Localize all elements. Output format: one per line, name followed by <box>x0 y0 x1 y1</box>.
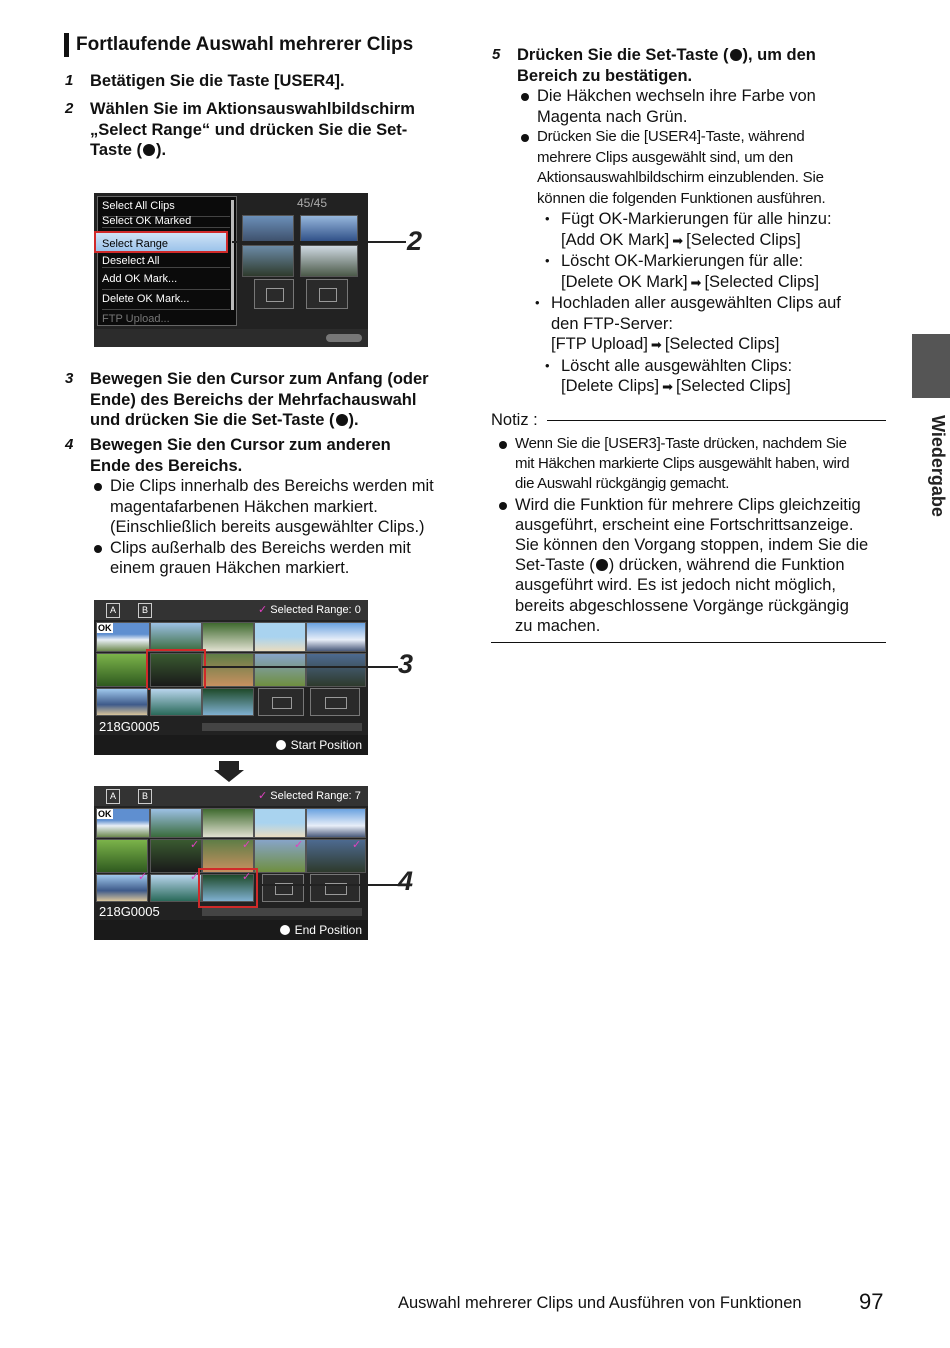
bullet-line: mit Häkchen markierte Clips ausgewählt haben, wird <box>515 455 850 473</box>
sub-line: [FTP Upload] <box>551 335 648 353</box>
sub-line: • Löscht alle ausgewählten Clips: <box>561 356 793 375</box>
sub-item <box>537 356 897 398</box>
sub-line: [Add OK Mark] <box>561 230 670 249</box>
sub-line: • Fügt OK-Markierungen für alle hinzu: <box>561 210 832 228</box>
step-number: 4 <box>65 436 74 453</box>
bullet-item <box>90 476 470 538</box>
arrow-right-icon: ➡ <box>662 379 674 394</box>
step-number: 3 <box>65 370 74 387</box>
page-dots <box>326 334 362 342</box>
menu-item-add-ok-mark[interactable]: Add OK Mark... <box>102 270 230 290</box>
section-title: Fortlaufende Auswahl mehrerer Clips <box>64 33 413 57</box>
check-icon: ✓ <box>242 871 252 883</box>
bullet-line: bereits abgeschlossene Vorgänge rückgängig <box>515 596 849 615</box>
menu-item-ftp-upload[interactable]: FTP Upload... <box>102 313 170 325</box>
bullet-line: die Auswahl rückgängig gemacht. <box>515 475 730 493</box>
position-status: Start Position <box>275 738 362 752</box>
callout-line <box>232 241 406 243</box>
film-clip-icon <box>254 279 294 309</box>
bullet-line: Die Häkchen wechseln ihre Farbe von <box>537 87 816 105</box>
callout-number: 3 <box>398 649 414 679</box>
clip-info-blurred <box>202 723 362 731</box>
ok-mark-badge: OK <box>98 623 112 633</box>
set-button-icon <box>596 559 608 571</box>
position-status: End Position <box>279 923 362 937</box>
step-line: Ende des Bereichs. <box>90 456 243 475</box>
sub-item <box>537 209 897 251</box>
set-button-icon <box>730 49 742 61</box>
status-bar <box>94 735 368 755</box>
slot-b-icon[interactable]: B <box>138 789 152 804</box>
sub-line: [Selected Clips] <box>676 377 791 395</box>
sub-line: • Hochladen aller ausgewählten Clips auf <box>551 294 841 312</box>
bullet-item <box>495 495 890 636</box>
bullet-line: Sie können den Vorgang stoppen, indem Sie die <box>515 536 869 555</box>
slot-a-icon[interactable]: A <box>106 603 120 618</box>
sub-line: [Selected Clips] <box>664 335 780 353</box>
slot-a-icon[interactable]: A <box>106 789 120 804</box>
clip-thumbnail[interactable] <box>254 622 306 652</box>
bullet-line: Die Clips innerhalb des Bereichs werden mit <box>110 477 434 495</box>
step-line: und drücken Sie die Set-Taste ( <box>90 411 335 429</box>
bullet-line: mehrere Clips ausgewählt sind, um den <box>537 148 794 166</box>
bullet-line: zu machen. <box>515 616 601 635</box>
menu-item-delete-ok-mark[interactable]: Delete OK Mark... <box>102 290 230 310</box>
bullet-line: Wird die Funktion für mehrere Clips gleichzeitig <box>515 495 861 514</box>
step-1 <box>65 71 460 92</box>
step-number: 5 <box>492 46 501 63</box>
check-icon: ✓ <box>190 839 200 851</box>
clip-id: 218G0005 <box>99 719 160 734</box>
clip-thumbnail[interactable] <box>306 808 366 838</box>
check-icon: ✓ <box>138 871 148 883</box>
end-position-screenshot <box>94 786 368 940</box>
action-menu-screenshot <box>94 193 368 347</box>
bullet-line: können die folgenden Funktionen ausführen. <box>537 189 826 207</box>
clip-thumbnail[interactable] <box>254 653 306 687</box>
sub-item <box>527 293 897 356</box>
clip-id: 218G0005 <box>99 904 160 919</box>
menu-item-select-ok-marked[interactable]: Select OK Marked <box>102 215 230 228</box>
slot-b-icon[interactable]: B <box>138 603 152 618</box>
clip-thumbnail[interactable] <box>202 653 254 687</box>
clip-thumbnail <box>300 245 358 277</box>
clip-thumbnail[interactable] <box>202 808 254 838</box>
step-number: 1 <box>65 72 74 89</box>
step-3 <box>65 369 470 431</box>
step-line: Bereich zu bestätigen. <box>517 66 693 85</box>
check-icon: ✓ <box>258 790 268 802</box>
ok-mark-badge: OK <box>98 809 112 819</box>
step-line: ). <box>348 411 359 429</box>
step-line: ), um den <box>742 46 816 64</box>
bullet-line: ausgeführt wird. Es ist jedoch nicht möglich, <box>515 576 836 595</box>
selected-range: ✓ Selected Range: 0 <box>258 604 361 616</box>
start-position-screenshot <box>94 600 368 755</box>
selected-range: ✓ Selected Range: 7 <box>258 790 361 802</box>
callout-number: 4 <box>398 866 414 896</box>
bullet-item <box>90 538 470 579</box>
sub-line: • Löscht OK-Markierungen für alle: <box>561 252 804 270</box>
clip-thumbnail[interactable] <box>150 808 202 838</box>
note-bottom-rule <box>491 642 886 643</box>
bullet-line: ) drücken, während die Funktion <box>608 556 845 575</box>
clip-thumbnail[interactable] <box>202 622 254 652</box>
check-icon: ✓ <box>258 604 268 616</box>
film-clip-icon <box>310 688 360 716</box>
clip-tab-bar <box>94 600 368 620</box>
check-icon: ✓ <box>242 839 252 851</box>
sub-line: [Delete Clips] <box>561 377 660 395</box>
film-clip-icon <box>258 688 304 716</box>
bullet-line: (Einschließlich bereits ausgewählter Clips.) <box>110 518 425 536</box>
bullet-line: Clips außerhalb des Bereichs werden mit <box>110 538 411 557</box>
clip-info-blurred <box>202 908 362 916</box>
bullet-line: einem grauen Häkchen markiert. <box>110 559 350 577</box>
film-clip-icon <box>310 874 360 902</box>
step-2 <box>65 99 465 161</box>
step-line: Bewegen Sie den Cursor zum anderen <box>90 436 391 454</box>
step-line: Taste ( <box>90 141 142 159</box>
status-bar <box>94 920 368 940</box>
sub-item <box>537 251 897 293</box>
sub-line: [Selected Clips] <box>686 230 801 249</box>
step-line: „Select Range“ und drücken Sie die Set- <box>90 120 408 139</box>
clip-thumbnail[interactable] <box>96 653 148 687</box>
clip-thumbnail[interactable] <box>96 839 148 873</box>
menu-item-deselect-all[interactable]: Deselect All <box>102 255 230 268</box>
bullet-line: Drücken Sie die [USER4]-Taste, während <box>537 128 805 145</box>
step-line: Wählen Sie im Aktionsauswahlbildschirm <box>90 100 415 118</box>
clip-thumbnail[interactable] <box>150 622 202 652</box>
note-title: Notiz : <box>491 411 538 429</box>
bullet-line: ausgeführt, erscheint eine Fortschrittsanzeige. <box>515 515 854 534</box>
set-button-icon <box>336 414 348 426</box>
step-line: Bewegen Sie den Cursor zum Anfang (oder <box>90 370 429 388</box>
check-icon: ✓ <box>190 871 200 883</box>
clip-counter: 45/45 <box>297 196 328 210</box>
clip-thumbnail <box>242 245 294 277</box>
set-button-icon <box>143 144 155 156</box>
note-top-rule <box>547 420 886 421</box>
clip-thumbnail[interactable] <box>96 688 148 716</box>
arrow-right-icon: ➡ <box>690 274 702 290</box>
set-button-icon <box>276 740 286 750</box>
page-number: 97 <box>859 1289 884 1314</box>
bullet-line: Wenn Sie die [USER3]-Taste drücken, nachdem Sie <box>515 435 847 452</box>
sub-line: [Delete OK Mark] <box>561 272 688 291</box>
menu-item-select-range[interactable]: Select Range <box>94 231 228 253</box>
step-text: Betätigen Sie die Taste [USER4]. <box>90 72 345 90</box>
bullet-line: Set-Taste ( <box>515 556 595 575</box>
bullet-line: Magenta nach Grün. <box>537 107 688 126</box>
sub-line: den FTP-Server: <box>551 314 673 333</box>
clip-thumbnail[interactable] <box>306 653 366 687</box>
bullet-line: magentafarbenen Häkchen markiert. <box>110 497 378 516</box>
set-button-icon <box>280 925 290 935</box>
check-icon: ✓ <box>352 839 362 851</box>
step-4 <box>65 435 470 579</box>
action-menu <box>97 196 237 326</box>
clip-thumbnail <box>300 215 358 243</box>
note-body <box>495 434 890 636</box>
bullet-item <box>517 86 897 127</box>
chapter-tab <box>912 334 950 398</box>
film-clip-icon <box>262 874 304 902</box>
clip-tab-bar <box>94 786 368 806</box>
clip-thumbnail[interactable] <box>306 622 366 652</box>
arrow-right-icon: ➡ <box>672 232 684 248</box>
callout-line <box>258 884 398 886</box>
film-clip-icon <box>306 279 348 309</box>
cursor-frame <box>146 649 206 690</box>
step-line: Drücken Sie die Set-Taste ( <box>517 46 729 64</box>
check-icon: ✓ <box>294 839 304 851</box>
step-line: Ende) des Bereichs der Mehrfachauswahl <box>90 390 417 409</box>
step-5 <box>492 45 897 398</box>
menu-scrollbar[interactable] <box>231 200 234 310</box>
clip-thumbnail[interactable] <box>150 688 202 716</box>
bullet-item <box>495 434 890 495</box>
sub-line: [Selected Clips] <box>704 272 820 291</box>
step-number: 2 <box>65 100 74 117</box>
bullet-item <box>517 127 897 209</box>
bullet-line: Aktionsauswahlbildschirm einzublenden. Sie <box>537 169 824 186</box>
menu-item-select-all-clips[interactable]: Select All Clips <box>102 197 230 217</box>
clip-thumbnail <box>242 215 294 243</box>
clip-thumbnail[interactable] <box>254 808 306 838</box>
callout-number: 2 <box>407 226 423 256</box>
footer-text: Auswahl mehrerer Clips und Ausführen von Funktionen <box>398 1294 802 1312</box>
callout-line <box>202 666 398 668</box>
chapter-label: Wiedergabe <box>928 415 948 517</box>
step-line: ). <box>155 141 167 159</box>
arrow-right-icon: ➡ <box>650 337 662 352</box>
clip-thumbnail[interactable] <box>202 688 254 716</box>
cursor-frame <box>198 868 258 908</box>
